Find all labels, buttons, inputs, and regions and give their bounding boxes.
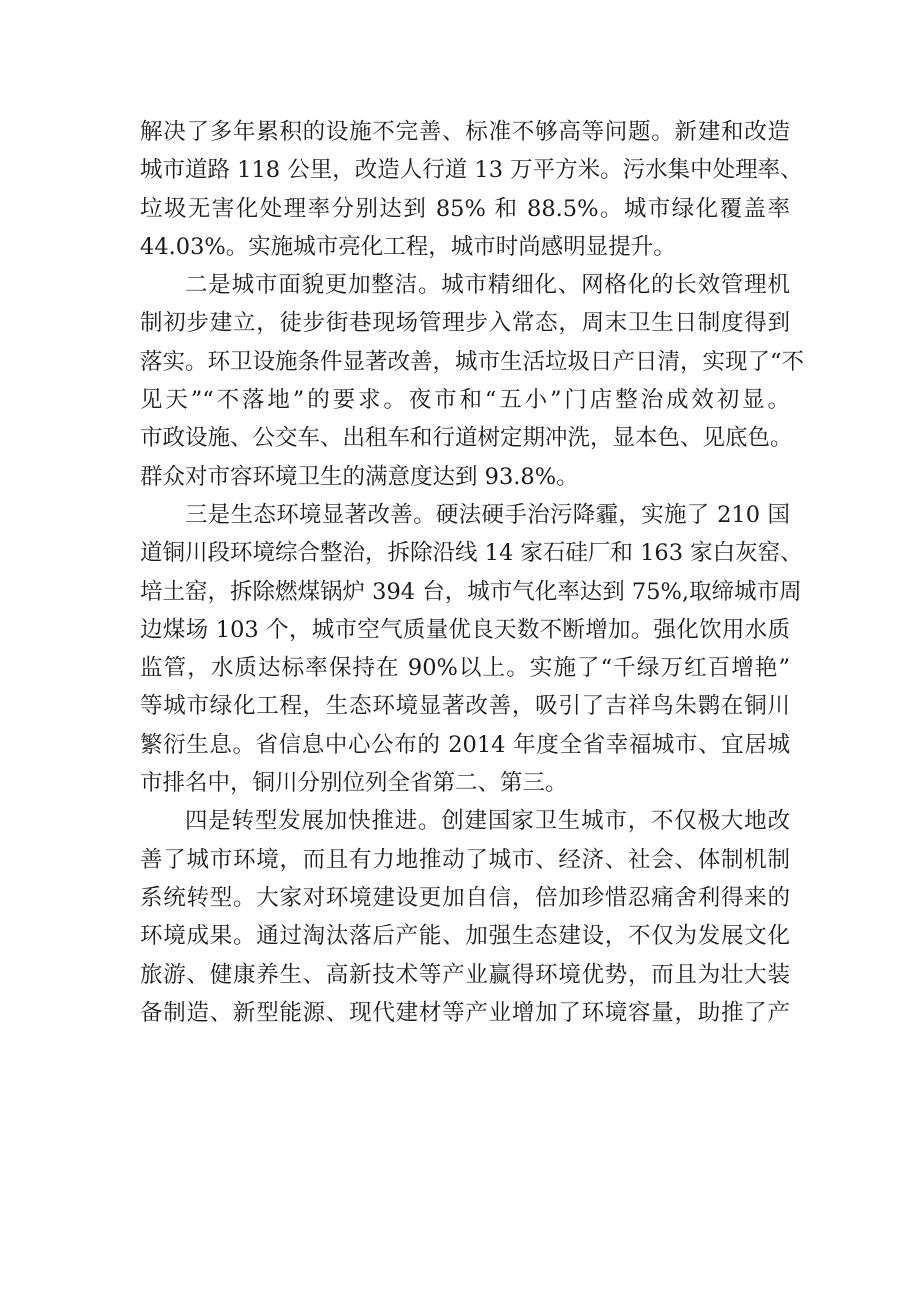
text-line: 城市道路 118 公里，改造人行道 13 万平方米。污水集中处理率、	[140, 157, 803, 184]
text-line: 44.03%。实施城市亮化工程，城市时尚感明显提升。	[140, 233, 676, 260]
text-line: 三是生态环境显著改善。硬法硬手治污降霾，实施了 210 国	[185, 501, 790, 528]
paragraph-continuation	[140, 113, 803, 266]
text-line: 垃圾无害化处理率分别达到 85% 和 88.5%。城市绿化覆盖率	[140, 195, 790, 222]
paragraph-city-appearance	[140, 266, 805, 496]
text-line: 二是城市面貌更加整洁。城市精细化、网格化的长效管理机	[185, 272, 790, 299]
text-line: 系统转型。大家对环境建设更加自信，倍加珍惜忍痛舍利得来的	[140, 884, 790, 911]
text-line: 道铜川段环境综合整治，拆除沿线 14 家石硅厂和 163 家白灰窑、	[140, 540, 803, 567]
text-line: 制初步建立，徒步街巷现场管理步入常态，周末卫生日制度得到	[140, 310, 790, 337]
text-line: 善了城市环境，而且有力地推动了城市、经济、社会、体制机制	[140, 846, 790, 873]
paragraph-ecology	[140, 496, 803, 802]
text-line: 旅游、健康养生、高新技术等产业赢得环境优势，而且为壮大装	[140, 961, 790, 988]
body-text	[140, 113, 805, 1032]
text-line: 见天”“不落地”的要求。夜市和“五小”门店整治成效初显。	[140, 387, 790, 414]
text-line: 市政设施、公交车、出租车和行道树定期冲洗，显本色、见底色。	[140, 425, 793, 452]
text-line: 培土窑，拆除燃煤锅炉 394 台，城市气化率达到 75%,取缔城市周	[140, 578, 802, 605]
text-line: 群众对市容环境卫生的满意度达到 93.8%。	[140, 463, 579, 490]
text-line: 监管，水质达标率保持在 90%以上。实施了“千绿万红百增艳”	[140, 655, 790, 682]
text-line: 解决了多年累积的设施不完善、标准不够高等问题。新建和改造	[140, 119, 790, 145]
paragraph-transformation	[140, 802, 790, 1032]
text-line: 繁衍生息。省信息中心公布的 2014 年度全省幸福城市、宜居城	[140, 731, 790, 758]
text-line: 落实。环卫设施条件显著改善，城市生活垃圾日产日清，实现了“不	[140, 348, 805, 375]
text-line: 环境成果。通过淘汰落后产能、加强生态建设，不仅为发展文化	[140, 923, 790, 950]
text-line: 备制造、新型能源、现代建材等产业增加了环境容量，助推了产	[140, 999, 790, 1026]
text-line: 市排名中，铜川分别位列全省第二、第三。	[140, 770, 568, 797]
text-line: 等城市绿化工程，生态环境显著改善，吸引了吉祥鸟朱鹮在铜川	[140, 693, 790, 720]
text-line: 四是转型发展加快推进。创建国家卫生城市，不仅极大地改	[185, 808, 790, 835]
text-line: 边煤场 103 个，城市空气质量优良天数不断增加。强化饮用水质	[140, 616, 790, 643]
